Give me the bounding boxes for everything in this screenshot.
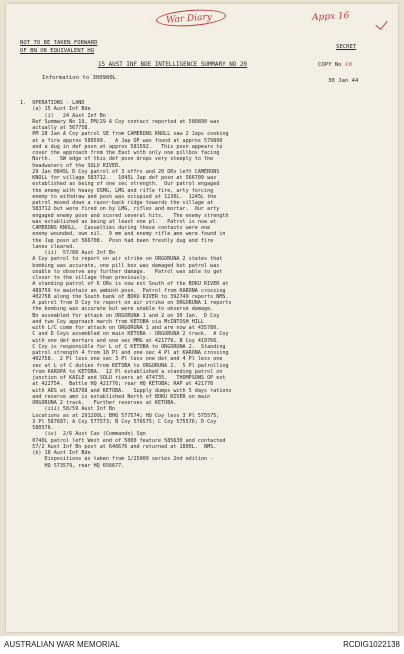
information-line: Information to 300900L [42, 75, 117, 81]
body-line: 3 Pl 587607; A Coy 577573; B Coy 576575; C Coy 575576; D Coy [20, 418, 217, 425]
body-line: with L/C comm for attack on ORGORUNA 1 and are now at 435780. [20, 325, 220, 331]
body-line: CAMERONS KNOLL. Casualties during these contacts were one [20, 225, 211, 231]
body-line: closer to the village than previously. [20, 275, 149, 281]
copy-value: 16 [344, 62, 353, 68]
body-line: A patrol from D Coy to report on air strike on ORGORUNA 1 reports [20, 300, 232, 306]
summary-date: 30 Jan 44 [328, 78, 359, 84]
body-line: sec at L of C duties from KETOBA to ORGORUNA 2. 5 Pl patrolling [20, 362, 229, 369]
body-line: patrol strength 4 from 16 Pl and one sec 4 Pl at KARONA crossing [20, 350, 229, 356]
body-line: Locations as at 2912OOL; BHQ 577574; HQ Coy less 3 Pl 575575; [20, 412, 220, 419]
body-line: 1. OPERATIONS - LAND [20, 100, 85, 106]
body-line: bombing was accurate, one pill box was damaged but patrol was [20, 262, 220, 269]
body-line: the Jap posn at 566708. Posn had been freshly dug and fire [20, 237, 214, 244]
record-id: RCDIG1022138 [343, 640, 400, 649]
body-line: unable to observe any further damage. Patrol was able to get [20, 268, 223, 275]
body-line: with ADS at 418768 and KETOBA. Supply dumps with 5 days rations [20, 387, 232, 394]
body-line: engaged enemy posn and scored several hits. The enemy strength [20, 212, 229, 219]
body-line: 402758. 2 Pl less one sec 3 Pl less one det and 4 Pl less one [20, 356, 223, 363]
body-line: cover the approach from the East with only one pillbox facing [20, 150, 220, 156]
body-line: A Coy patrol to report on air strike on ORGORUNA 2 states that [20, 256, 223, 263]
body-line: 580576. [20, 425, 54, 431]
summary-title: 15 AUST INF BDE INTELLIGENCE SUMMARY NO 20 [98, 62, 247, 68]
archive-name: AUSTRALIAN WAR MEMORIAL [4, 640, 120, 649]
body-line: A standing patrol of 6 ORs is now est South of the BOKU RIVER at [20, 281, 229, 288]
body-line: (i) 24 Aust Inf Bn [20, 112, 106, 119]
body-line: was established as being at least one pl. Patrol is now at [20, 218, 217, 225]
body-line: and a dug in def posn at approx 581592. This posn appears to [20, 143, 223, 150]
body-line: 489759 to maintain an ambush posn. Patrol from KARONA crossing [20, 287, 226, 294]
body-line: 583712 but were fired on by LMG, rifles and mortar. Our arty [20, 206, 220, 213]
restriction-line-1: NOT TO BE TAKEN FORWARD [20, 40, 98, 46]
body-line: C and D Coys assembled on main KETOBA - ORGORUNA 2 track. A Coy [20, 331, 229, 338]
body-line: (a) 15 Aust Inf Bde [20, 106, 91, 113]
document-body [20, 100, 386, 469]
body-line: Ref Summary No 19, PM/29 A Coy contact reported at 580890 was [20, 118, 220, 125]
body-line: established as being of one sec strength. Our patrol engaged [20, 181, 220, 188]
body-line: 57/2 Aust Inf Bn post at 646676 and returned at 1800L. NMS. [20, 443, 217, 450]
body-line: North. SW edge of this def posn drops very steeply to the [20, 156, 214, 163]
body-line: at 422754. Battle HQ 421776; rear HQ KETOBA; RAP at 421770 [20, 381, 214, 388]
body-line: 29 Jan 0845L D Coy patrol of 3 offrs and 20 ORs left CAMERONS [20, 168, 220, 175]
body-line: HQ 573579, rear HQ 656677. [20, 462, 125, 469]
body-line: PM 28 Jan A Coy patrol SE from CAMERONS KNOLL saw 2 Japs cooking [20, 131, 229, 138]
body-line: headwaters of the SOLU RIVER. [20, 162, 122, 169]
body-line: (ii) 57/60 Aust Inf Bn [20, 250, 116, 256]
body-line: enemy wounded, own nil. 9 mm and enemy rifle amn were found in [20, 231, 226, 238]
body-line: the enemy with heavy OSMG, LMG and rifle fire, arty forcing [20, 187, 214, 194]
body-line: (iv) 2/6 Aust Cav (Commando) Sqn [20, 431, 146, 438]
body-line: and two Coy approach march from KETOBA via McINTOSH HILL [20, 318, 205, 325]
classification: SECRET [336, 44, 357, 50]
body-line: lanes cleared. [20, 243, 76, 250]
body-line: Bn assembled for attack on ORGORUNA 1 and 2 on 30 Jan. D Coy [20, 312, 220, 319]
restriction-line-2: OF BN OR EQUIVALENT HQ [20, 48, 95, 54]
copy-number [318, 62, 352, 69]
body-line: (b) 18 Aust Inf Bde [20, 450, 91, 456]
body-line: actually at 567758. [20, 125, 91, 131]
body-line: enemy to withdraw and posn was occupied at 1230L. 1245L the [20, 193, 217, 200]
body-line: and reserve amn is established North of BOKU RIVER on main [20, 393, 211, 400]
body-line: junction of KAILE and SOLU rivers at 474735. THOMPSONS OP est [20, 375, 226, 381]
body-line: 0740L patrol left West end of 5000 feature 585630 and contacted [20, 437, 226, 444]
body-line: ORGORUNA 2 track. Further reserves at KETOBA. [20, 400, 177, 406]
check-mark-icon [375, 17, 387, 30]
archive-footer [0, 636, 404, 654]
body-line: with one det mortars and one sec MMG at 421779, B Coy 419766. [20, 337, 220, 344]
body-line: KNOLL for village 583712. 1045L Jap def posn at 566709 was [20, 175, 217, 181]
appendix-annotation: Appx 16 [311, 11, 350, 23]
body-line: the bombing was accurate but were unable to observe damage. [20, 306, 214, 313]
copy-label: COPY No [318, 62, 342, 68]
body-line: from KAROPA to KETOBA. 12 Pl established a standing patrol on [20, 368, 223, 375]
body-line: at a fire approx 589590. A Jap OP was found at approx 579890 [20, 137, 223, 144]
body-line: C Coy is responsible for L of C KETOBA to ORGORUNA 2. Standing [20, 343, 226, 350]
body-line: (iii) 58/59 Aust Inf Bn [20, 406, 116, 413]
document-page [6, 4, 398, 632]
body-line: Dispositions as taken from 1/25000 series 2nd edition - [20, 456, 214, 463]
body-line: patrol moved down a razor-back ridge towards the village at [20, 200, 214, 206]
body-line: 402758 along the South bank of BOKU RIVER to 392749 reports NMS. [20, 293, 229, 300]
war-diary-annotation: War Diary [165, 12, 213, 26]
